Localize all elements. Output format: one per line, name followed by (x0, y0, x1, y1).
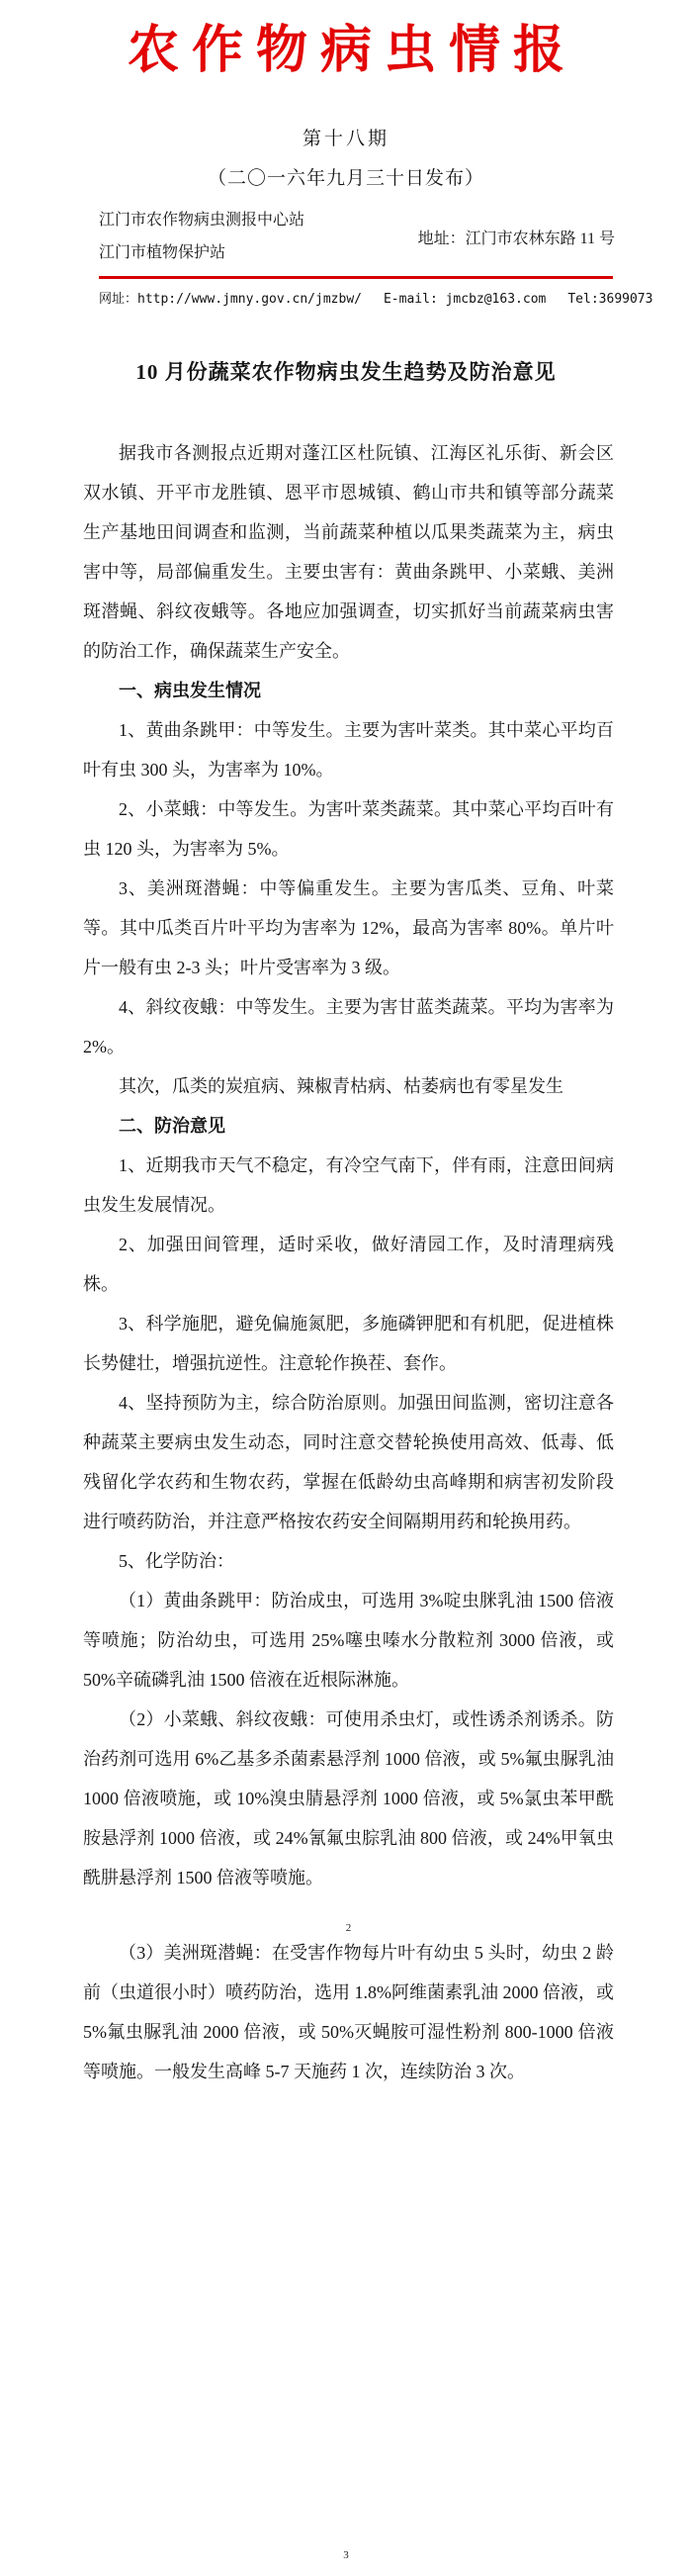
body-paragraph: 4、斜纹夜蛾：中等发生。主要为害甘蓝类蔬菜。平均为害率为 2%。 (83, 997, 614, 1057)
website-url: 网址：http://www.jmny.gov.cn/jmzbw/ (99, 292, 362, 307)
body-paragraph: 据我市各测报点近期对蓬江区杜阮镇、江海区礼乐街、新会区双水镇、开平市龙胜镇、恩平市恩城镇、鹤山市共和镇等部分蔬菜生产基地田间调查和监测，当前蔬菜种植以瓜果类蔬菜为主，病虫害中等，局部偏重发生。主要虫害有：黄曲条跳甲、小菜蛾、美洲斑潜蝇、斜纹夜蛾等。各地应加强调查，切实抓好当前蔬菜病虫害的防治工作，确保蔬菜生产安全。 (83, 443, 614, 661)
body-paragraph: 其次，瓜类的炭疽病、辣椒青枯病、枯萎病也有零星发生 (119, 1076, 563, 1096)
publish-date: （二〇一六年九月三十日发布） (207, 168, 484, 189)
telephone-number: Tel:3699073 (567, 292, 653, 307)
masthead-title: 农作物病虫情报 (127, 20, 577, 80)
org-line-1: 江门市农作物病虫测报中心站 (99, 212, 305, 229)
address-line: 地址：江门市农林东路 11 号 (417, 230, 615, 247)
org-line-2: 江门市植物保护站 (99, 244, 226, 261)
section-heading: 一、病虫发生情况 (119, 681, 261, 700)
section-heading: 二、防治意见 (119, 1116, 225, 1136)
body-paragraph: 1、黄曲条跳甲：中等发生。主要为害叶菜类。其中菜心平均百叶有虫 300 头，为害率为 10%。 (83, 720, 614, 780)
body-paragraph: 1、近期我市天气不稳定，有冷空气南下，伴有雨，注意田间病虫发生发展情况。 (83, 1155, 614, 1215)
issue-number: 第十八期 (302, 129, 389, 149)
contact-line (99, 288, 692, 307)
body-paragraph: （3）美洲斑潜蝇：在受害作物每片叶有幼虫 5 头时，幼虫 2 龄前（虫道很小时）喷药防治，选用 1.8%阿维菌素乳油 2000 倍液，或 5%氟虫脲乳油 2000 倍液，或 50%灭蝇胺可湿性粉剂 800-1000 倍液等喷施。一般发生高峰 5-7 天施药 1 次，连续防治 3 次。 (83, 1943, 614, 2081)
article-body (83, 433, 614, 2091)
body-paragraph: 3、科学施肥，避免偏施氮肥，多施磷钾肥和有机肥，促进植株长势健壮，增强抗逆性。注意轮作换茬、套作。 (83, 1314, 614, 1373)
masthead-divider (99, 276, 613, 279)
body-paragraph: 4、坚持预防为主，综合防治原则。加强田间监测，密切注意各种蔬菜主要病虫发生动态，同时注意交替轮换使用高效、低毒、低残留化学农药和生物农药，掌握在低龄幼虫高峰期和病害初发阶段进行喷药防治，并注意严格按农药安全间隔期用药和轮换用药。 (83, 1393, 614, 1531)
body-paragraph: （2）小菜蛾、斜纹夜蛾：可使用杀虫灯，或性诱杀剂诱杀。防治药剂可选用 6%乙基多杀菌素悬浮剂 1000 倍液，或 5%氟虫脲乳油 1000 倍液喷施，或 10%溴虫腈悬浮剂 1000 倍液，或 5%氯虫苯甲酰胺悬浮剂 1000 倍液，或 24%氰氟虫腙乳油 800 倍液，或 24%甲氧虫酰肼悬浮剂 1500 倍液等喷施。 (83, 1709, 614, 1887)
page-number-3: 3 (343, 2549, 349, 2561)
email-address: E-mail: jmcbz@163.com (383, 292, 547, 307)
body-paragraph: （1）黄曲条跳甲：防治成虫，可选用 3%啶虫脒乳油 1500 倍液等喷施；防治幼虫，可选用 25%噻虫嗪水分散粒剂 3000 倍液，或 50%辛硫磷乳油 1500 倍液在近根际淋施。 (83, 1591, 614, 1690)
page-number-2: 2 (345, 1922, 352, 1934)
body-paragraph: 3、美洲斑潜蝇：中等偏重发生。主要为害瓜类、豆角、叶菜等。其中瓜类百片叶平均为害率为 12%，最高为害率 80%。单片叶片一般有虫 2-3 头；叶片受害率为 3 级。 (83, 878, 614, 977)
body-paragraph: 5、化学防治： (119, 1551, 234, 1571)
article-title: 10 月份蔬菜农作物病虫发生趋势及防治意见 (135, 360, 557, 384)
body-paragraph: 2、小菜蛾：中等发生。为害叶菜类蔬菜。其中菜心平均百叶有虫 120 头，为害率为 5%。 (83, 799, 614, 859)
body-paragraph: 2、加强田间管理，适时采收，做好清园工作，及时清理病残株。 (83, 1235, 614, 1294)
org-names (99, 204, 304, 269)
masthead-org-row (99, 204, 615, 269)
